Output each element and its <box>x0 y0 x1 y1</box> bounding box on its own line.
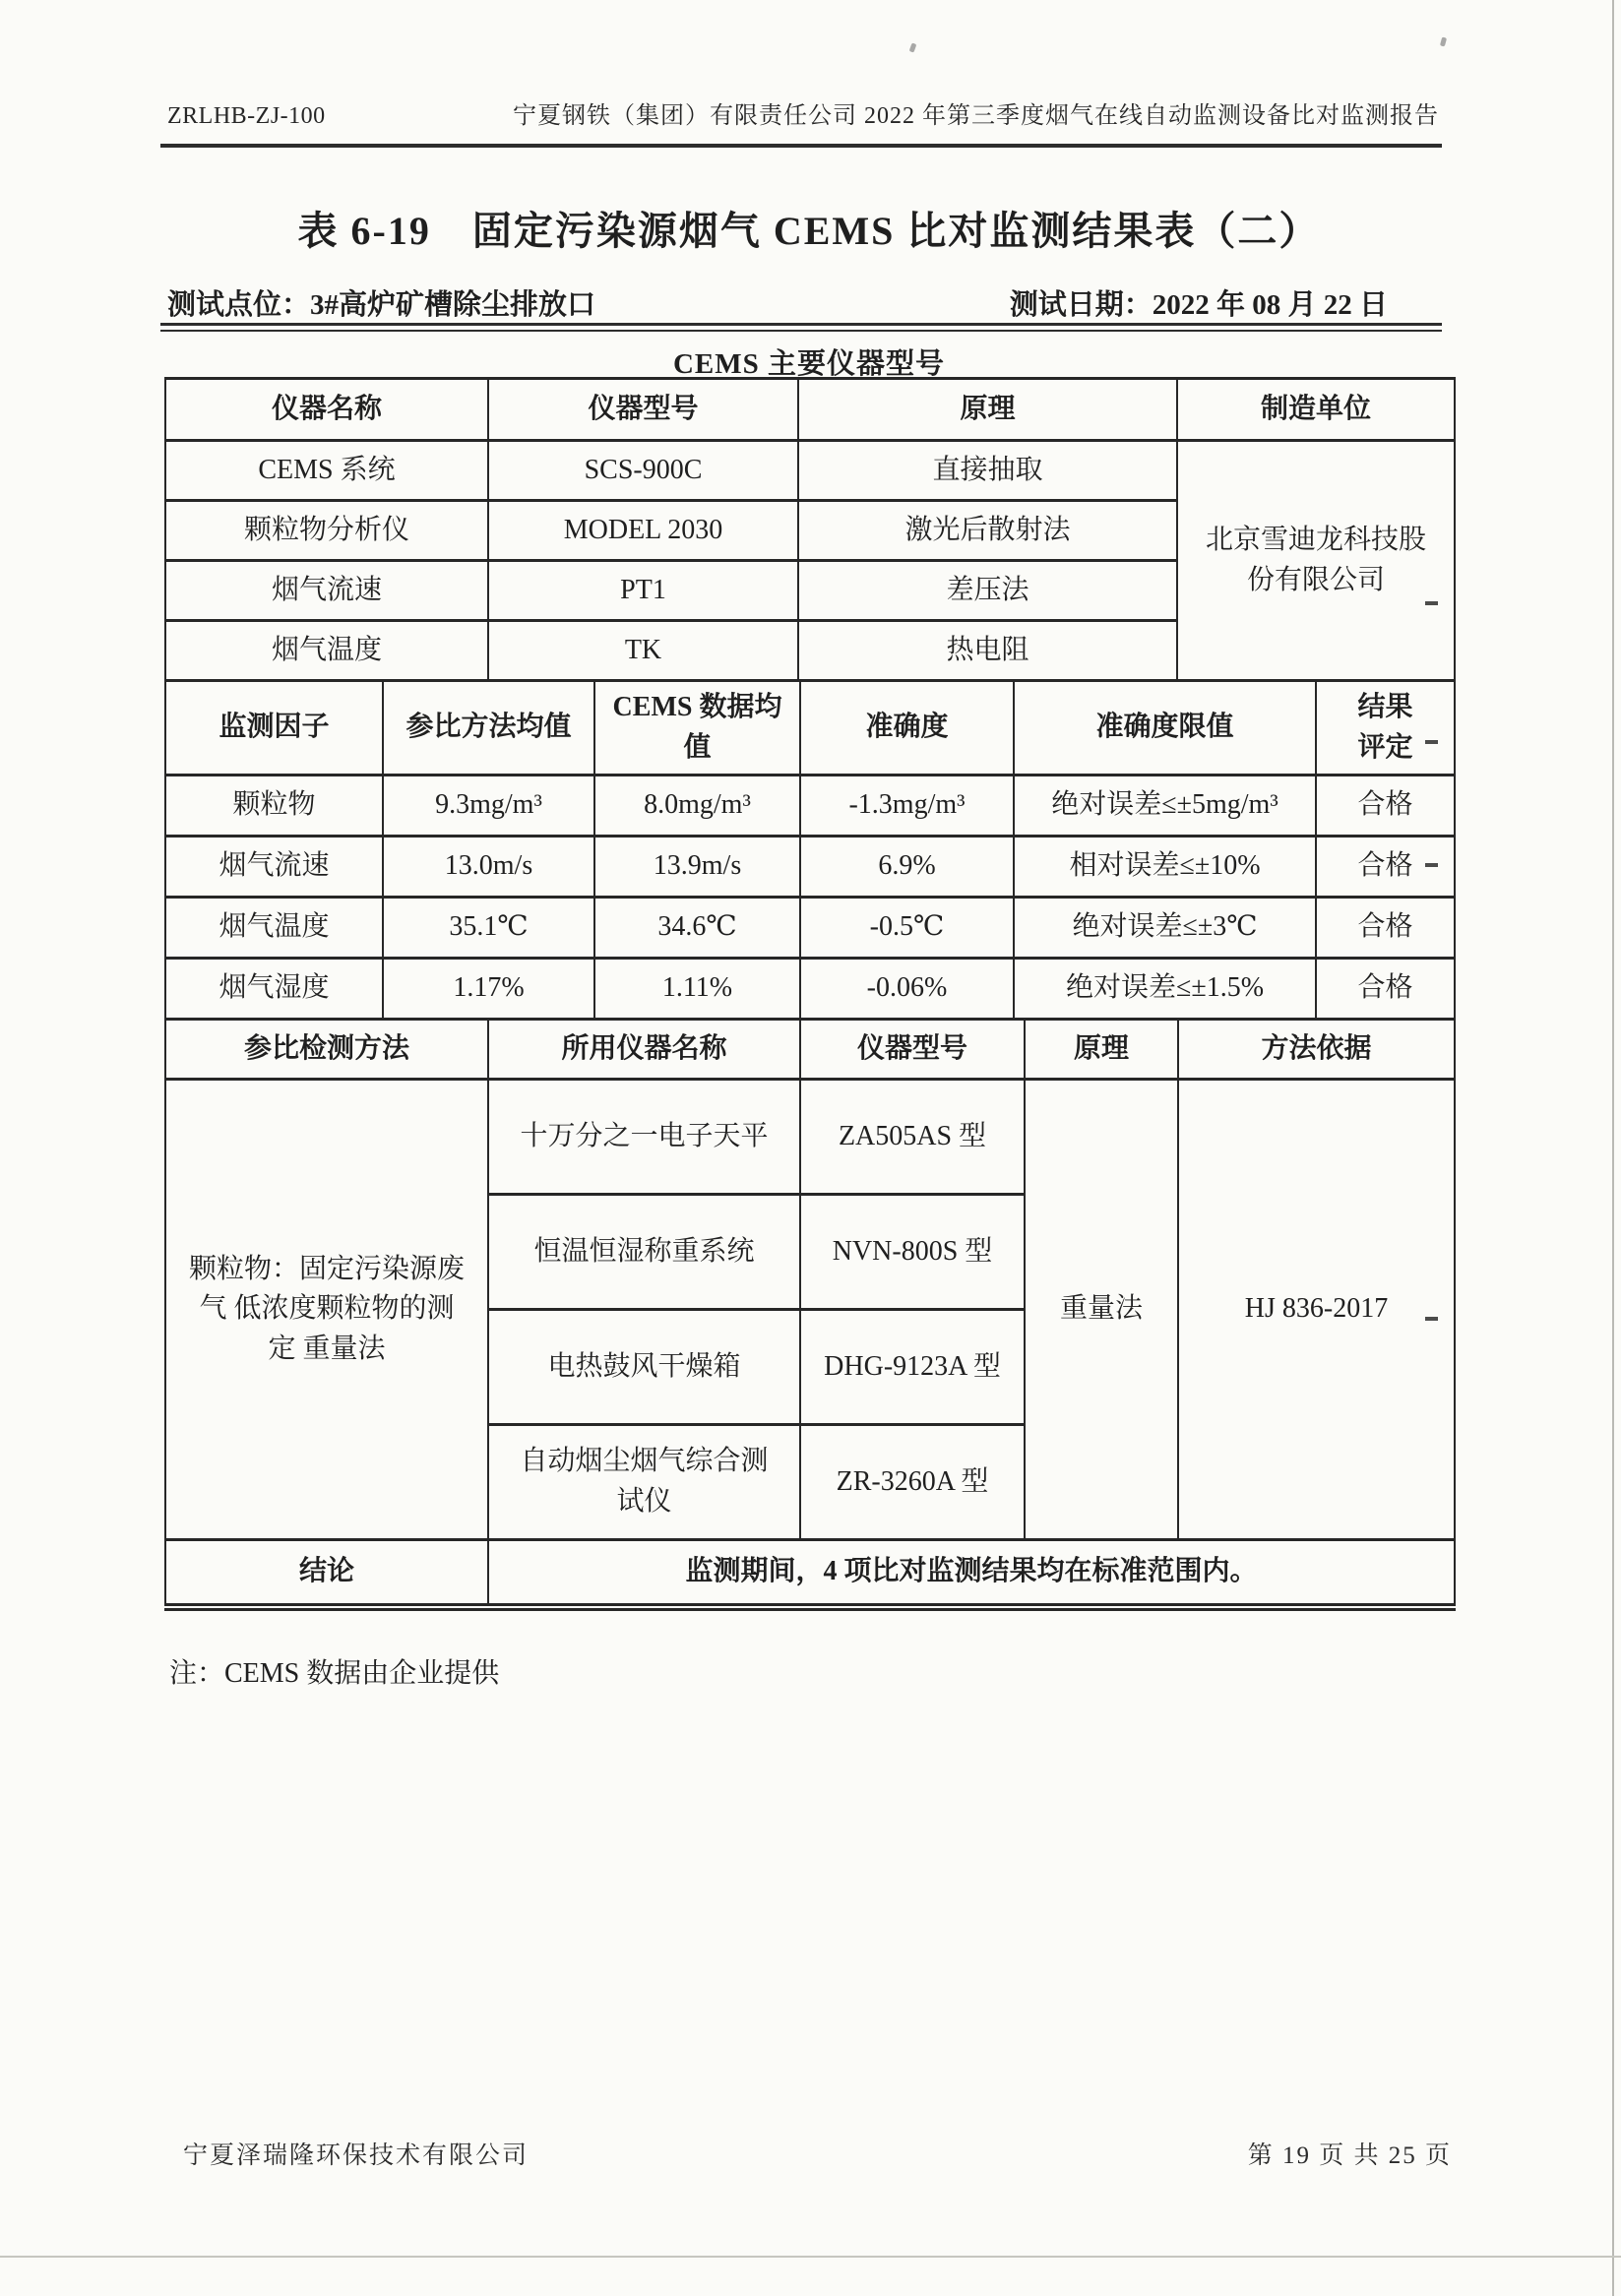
doc-code: ZRLHB-ZJ-100 <box>167 103 326 129</box>
table-row <box>165 898 1455 959</box>
result-cell: 合格 <box>1316 959 1455 1020</box>
column-header: 制造单位 <box>1177 379 1455 441</box>
info-row <box>167 282 1439 323</box>
instrument-model-cell: TK <box>488 621 798 681</box>
test-site-value: 3#高炉矿槽除尘排放口 <box>310 289 596 321</box>
column-header: 所用仪器名称 <box>488 1020 800 1080</box>
footer-page-number: 第 19 页 共 25 页 <box>1247 2142 1452 2169</box>
test-date-label: 测试日期： <box>1009 289 1153 321</box>
cems-instrument-table <box>164 377 1456 682</box>
scan-bottom-shadow <box>0 2256 1621 2258</box>
scan-speck <box>909 42 917 52</box>
reference-mean-cell: 13.0m/s <box>383 837 594 898</box>
report-title: 宁夏钢铁（集团）有限责任公司 2022 年第三季度烟气在线自动监测设备比对监测报告 <box>513 103 1439 129</box>
reference-mean-cell: 1.17% <box>383 959 594 1020</box>
footer-company: 宁夏泽瑞隆环保技术有限公司 <box>183 2142 530 2169</box>
method-basis-cell: HJ 836-2017 <box>1178 1080 1455 1540</box>
page-title: 表 6-19 固定污染源烟气 CEMS 比对监测结果表（二） <box>297 209 1321 253</box>
column-header: 仪器型号 <box>800 1020 1025 1080</box>
accuracy-cell: 6.9% <box>800 837 1014 898</box>
ink-bleed-mark <box>1425 740 1438 744</box>
table-header-row <box>165 379 1455 441</box>
conclusion-label-cell: 结论 <box>165 1540 488 1607</box>
table-row <box>165 1080 1455 1195</box>
instrument-principle-cell: 激光后散射法 <box>798 501 1177 561</box>
factor-cell: 烟气流速 <box>165 837 383 898</box>
test-site-label: 测试点位： <box>167 289 311 321</box>
tables-block <box>164 377 1454 1611</box>
running-header <box>167 95 1439 130</box>
apparatus-name-cell: 恒温恒湿称重系统 <box>488 1195 800 1310</box>
conclusion-text-cell: 监测期间，4 项比对监测结果均在标准范围内。 <box>488 1540 1455 1607</box>
apparatus-name-cell: 自动烟尘烟气综合测试仪 <box>488 1425 800 1540</box>
result-cell: 合格 <box>1316 898 1455 959</box>
instrument-principle-cell: 直接抽取 <box>798 441 1177 501</box>
apparatus-model-cell: ZA505AS 型 <box>800 1080 1025 1195</box>
test-date-value: 2022 年 08 月 22 日 <box>1152 289 1388 321</box>
apparatus-model-cell: ZR-3260A 型 <box>800 1425 1025 1540</box>
accuracy-cell: -0.5℃ <box>800 898 1014 959</box>
header-rule <box>160 144 1442 148</box>
column-header: 方法依据 <box>1178 1020 1455 1080</box>
double-rule <box>160 323 1442 332</box>
ink-bleed-mark <box>1425 863 1438 867</box>
conclusion-row <box>165 1540 1455 1607</box>
column-header: 参比方法均值 <box>383 681 594 776</box>
instrument-name-cell: 烟气流速 <box>165 561 488 621</box>
table-row <box>165 441 1455 501</box>
cems-mean-cell: 34.6℃ <box>594 898 800 959</box>
apparatus-name-cell: 十万分之一电子天平 <box>488 1080 800 1195</box>
reference-method-table <box>164 1018 1456 1611</box>
ink-bleed-mark <box>1425 601 1438 605</box>
accuracy-limit-cell: 相对误差≤±10% <box>1014 837 1316 898</box>
instrument-principle-cell: 热电阻 <box>798 621 1177 681</box>
accuracy-limit-cell: 绝对误差≤±1.5% <box>1014 959 1316 1020</box>
cems-mean-cell: 8.0mg/m³ <box>594 776 800 837</box>
reference-method-cell: 颗粒物：固定污染源废气 低浓度颗粒物的测定 重量法 <box>165 1080 488 1540</box>
instrument-name-cell: CEMS 系统 <box>165 441 488 501</box>
ink-bleed-mark <box>1425 1317 1438 1321</box>
scan-edge-line <box>1612 0 1614 2296</box>
column-header: 原理 <box>1025 1020 1178 1080</box>
instrument-model-cell: PT1 <box>488 561 798 621</box>
page-footer <box>183 2136 1452 2171</box>
scan-speck <box>1440 37 1447 47</box>
result-cell: 合格 <box>1316 776 1455 837</box>
table-note: 注：CEMS 数据由企业提供 <box>169 1658 500 1689</box>
test-date <box>1010 282 1388 323</box>
accuracy-limit-cell: 绝对误差≤±5mg/m³ <box>1014 776 1316 837</box>
apparatus-name-cell: 电热鼓风干燥箱 <box>488 1310 800 1425</box>
factor-cell: 烟气温度 <box>165 898 383 959</box>
instrument-name-cell: 烟气温度 <box>165 621 488 681</box>
instrument-name-cell: 颗粒物分析仪 <box>165 501 488 561</box>
column-header: 结果评定 <box>1316 681 1455 776</box>
accuracy-cell: -0.06% <box>800 959 1014 1020</box>
column-header: 参比检测方法 <box>165 1020 488 1080</box>
table-row <box>165 776 1455 837</box>
table-row <box>165 837 1455 898</box>
cems-instruments-caption: CEMS 主要仪器型号 <box>672 348 946 380</box>
column-header: 仪器型号 <box>488 379 798 441</box>
instrument-model-cell: MODEL 2030 <box>488 501 798 561</box>
table-header-row <box>165 1020 1455 1080</box>
column-header: 监测因子 <box>165 681 383 776</box>
accuracy-cell: -1.3mg/m³ <box>800 776 1014 837</box>
instrument-model-cell: SCS-900C <box>488 441 798 501</box>
table-header-row <box>165 681 1455 776</box>
principle-cell: 重量法 <box>1025 1080 1178 1540</box>
accuracy-limit-cell: 绝对误差≤±3℃ <box>1014 898 1316 959</box>
column-header: CEMS 数据均值 <box>594 681 800 776</box>
column-header: 准确度 <box>800 681 1014 776</box>
comparison-result-table <box>164 679 1456 1021</box>
reference-mean-cell: 35.1℃ <box>383 898 594 959</box>
manufacturer-cell: 北京雪迪龙科技股份有限公司 <box>1177 441 1455 681</box>
apparatus-model-cell: DHG-9123A 型 <box>800 1310 1025 1425</box>
column-header: 原理 <box>798 379 1177 441</box>
instrument-principle-cell: 差压法 <box>798 561 1177 621</box>
test-site <box>167 282 595 323</box>
reference-mean-cell: 9.3mg/m³ <box>383 776 594 837</box>
cems-mean-cell: 1.11% <box>594 959 800 1020</box>
column-header: 仪器名称 <box>165 379 488 441</box>
column-header: 准确度限值 <box>1014 681 1316 776</box>
factor-cell: 颗粒物 <box>165 776 383 837</box>
result-cell: 合格 <box>1316 837 1455 898</box>
factor-cell: 烟气湿度 <box>165 959 383 1020</box>
apparatus-model-cell: NVN-800S 型 <box>800 1195 1025 1310</box>
cems-mean-cell: 13.9m/s <box>594 837 800 898</box>
table-row <box>165 959 1455 1020</box>
